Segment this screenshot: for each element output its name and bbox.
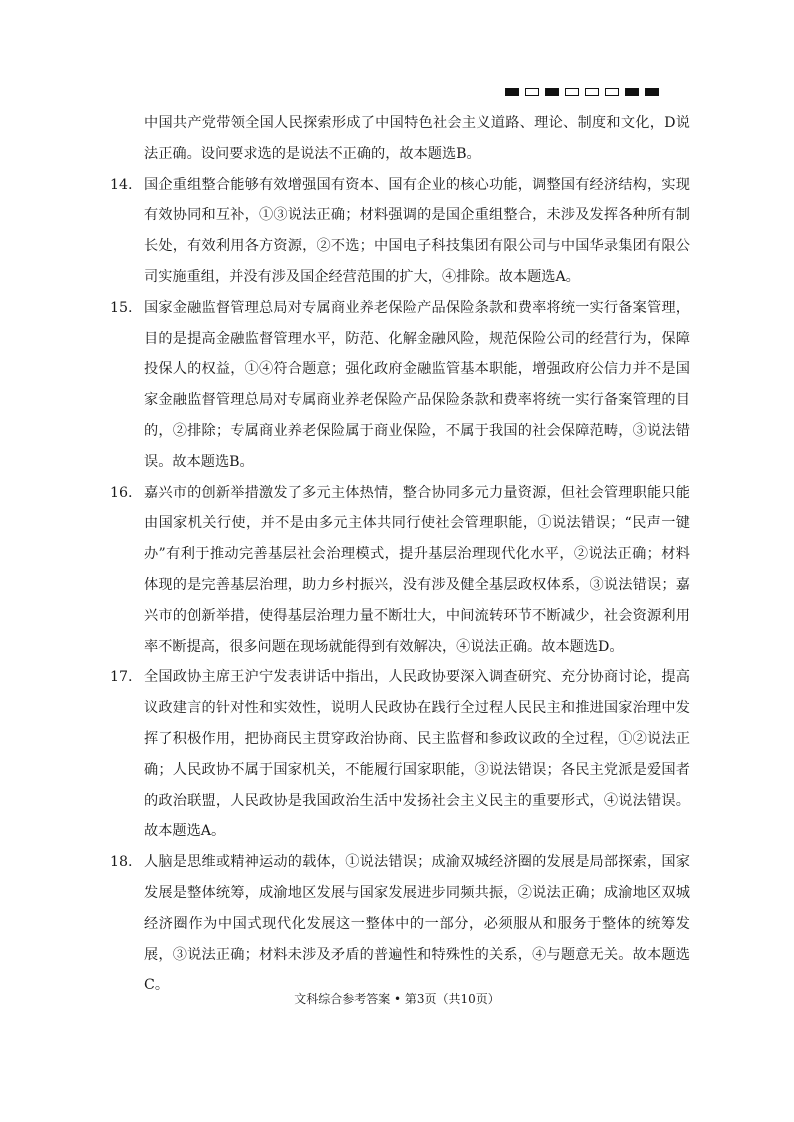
page-footer: 文科综合参考答案 • 第3页（共10页） <box>294 992 500 1006</box>
question-number: 18. <box>110 854 133 871</box>
header-marks <box>505 88 659 96</box>
header-mark <box>585 88 599 96</box>
question-explanation: 人脑是思维或精神运动的载体，①说法错误；成渝双城经济圈的发展是局部探索，国家发展是整体统筹，成渝地区发展与国家发展进步同频共振，②说法正确；成渝地区双城经济圈作为中国式现代化发展这一整体中的一部分，必须服从和服务于整体的统筹发展，③说法正确；材料未涉及矛盾的普遍性和特殊性的关系，④与题意无关。故本题选C。 <box>144 854 690 994</box>
header-mark <box>605 88 619 96</box>
question-18 <box>110 847 690 1001</box>
question-number: 14. <box>110 176 133 193</box>
header-mark <box>625 88 639 96</box>
question-number: 15. <box>110 299 133 316</box>
question-14 <box>110 170 690 293</box>
question-explanation: 国家金融监督管理总局对专属商业养老保险产品保险条款和费率将统一实行备案管理，目的是提高金融监督管理水平，防范、化解金融风险，规范保险公司的经营行为，保障投保人的权益，①④符合题意；强化政府金融监管基本职能，增强政府公信力并不是国家金融监督管理总局对专属商业养老保险产品保险条款和费率将统一实行备案管理的目的，②排除；专属商业养老保险属于商业保险，不属于我国的社会保障范畴，③说法错误。故本题选B。 <box>144 299 690 470</box>
continuation-paragraph: 中国共产党带领全国人民探索形成了中国特色社会主义道路、理论、制度和文化，D说法正确。设问要求选的是说法不正确的，故本题选B。 <box>144 115 690 162</box>
header-mark <box>505 88 519 96</box>
question-explanation: 国企重组整合能够有效增强国有资本、国有企业的核心功能，调整国有经济结构，实现有效协同和互补，①③说法正确；材料强调的是国企重组整合，未涉及发挥各种所有制长处，有效利用各方资源，②不选；中国电子科技集团有限公司与中国华录集团有限公司实施重组，并没有涉及国企经营范围的扩大，④排除。故本题选A。 <box>144 176 690 285</box>
question-explanation: 嘉兴市的创新举措激发了多元主体热情，整合协同多元力量资源，但社会管理职能只能由国家机关行使，并不是由多元主体共同行使社会管理职能，①说法错误；“民声一键办”有利于推动完善基层社会治理模式，提升基层治理现代化水平，②说法正确；材料体现的是完善基层治理，助力乡村振兴，没有涉及健全基层政权体系，③说法错误；嘉兴市的创新举措，使得基层治理力量不断壮大，中间流转环节不断减少，社会资源利用率不断提高，很多问题在现场就能得到有效解决，④说法正确。故本题选D。 <box>144 484 690 655</box>
answer-content <box>110 108 690 1001</box>
question-16 <box>110 478 690 663</box>
question-17 <box>110 662 690 847</box>
header-mark <box>545 88 559 96</box>
question-number: 17. <box>110 669 133 686</box>
question-number: 16. <box>110 484 133 501</box>
header-mark <box>565 88 579 96</box>
header-mark <box>525 88 539 96</box>
question-explanation: 全国政协主席王沪宁发表讲话中指出，人民政协要深入调查研究、充分协商讨论，提高议政建言的针对性和实效性，说明人民政协在践行全过程人民民主和推进国家治理中发挥了积极作用，把协商民主贯穿政治协商、民主监督和参政议政的全过程，①②说法正确；人民政协不属于国家机关，不能履行国家职能，③说法错误；各民主党派是爱国者的政治联盟，人民政协是我国政治生活中发扬社会主义民主的重要形式，④说法错误。故本题选A。 <box>144 669 690 840</box>
question-15 <box>110 293 690 478</box>
header-mark <box>645 88 659 96</box>
